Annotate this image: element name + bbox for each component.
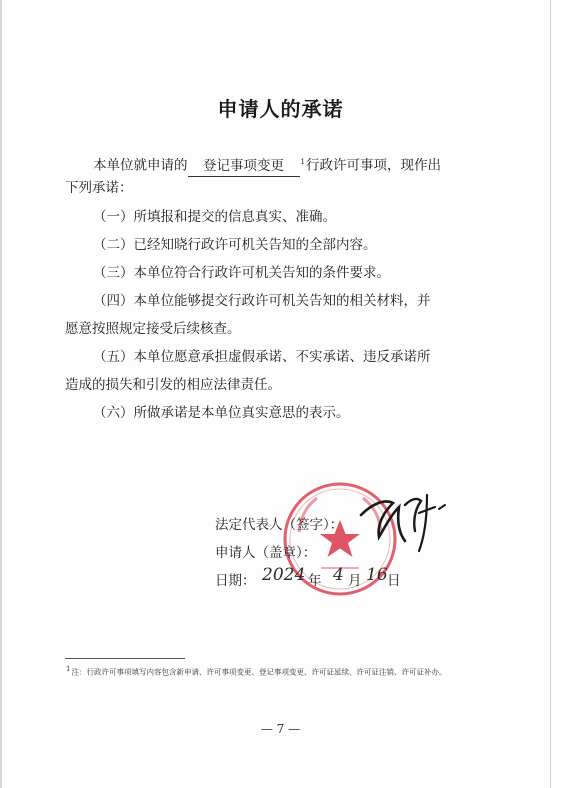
footnote-text: 注：行政许可事项填写内容包含新申请、许可事项变更、登记事项变更、许可证延续、许可证注销、许可证补办。 bbox=[71, 667, 447, 677]
document-title: 申请人的承诺 bbox=[217, 97, 344, 121]
commitment-item: （一）所填报和提交的信息真实、准确。 bbox=[93, 209, 336, 225]
commitment-item: （四）本单位能够提交行政许可机关告知的相关材料，并 bbox=[93, 293, 431, 309]
intro-text: 行政许可事项，现作出 bbox=[305, 157, 441, 174]
intro-text: 本单位就申请的 bbox=[93, 157, 188, 174]
date-month-handwritten: 4 bbox=[333, 565, 344, 585]
date-year-unit: 年 bbox=[308, 573, 322, 589]
date-label: 日期： bbox=[215, 573, 256, 589]
commitment-item: （三）本单位符合行政许可机关告知的条件要求。 bbox=[93, 265, 390, 281]
date-day-unit: 日 bbox=[387, 573, 401, 589]
filled-item-field: 登记事项变更 bbox=[188, 157, 300, 177]
date-month-unit: 月 bbox=[348, 573, 362, 589]
commitment-item: （六）所做承诺是本单位真实意思的表示。 bbox=[93, 405, 350, 421]
commitment-item-continued: 造成的损失和引发的相应法律责任。 bbox=[65, 377, 281, 393]
footnote-marker: 1 bbox=[66, 665, 71, 673]
footnote-ref: 1 bbox=[300, 158, 305, 166]
intro-paragraph bbox=[93, 153, 441, 177]
commitment-item: （二）已经知晓行政许可机关告知的全部内容。 bbox=[93, 237, 377, 253]
date-year-handwritten: 2024 bbox=[262, 565, 306, 585]
footnote-divider bbox=[65, 658, 185, 659]
intro-paragraph-continued: 下列承诺： bbox=[65, 180, 133, 196]
page-number: — 7 — bbox=[260, 722, 301, 736]
date-day-handwritten: 16 bbox=[366, 565, 388, 585]
legal-representative-label: 法定代表人（签字）： bbox=[215, 517, 344, 533]
footnote bbox=[65, 664, 485, 678]
commitment-item-continued: 愿意按照规定接受后续核查。 bbox=[65, 321, 241, 337]
commitment-item: （五）本单位愿意承担虚假承诺、不实承诺、违反承诺所 bbox=[93, 349, 431, 365]
applicant-label: 申请人（盖章）： bbox=[215, 545, 317, 561]
handwritten-signature bbox=[353, 485, 453, 557]
